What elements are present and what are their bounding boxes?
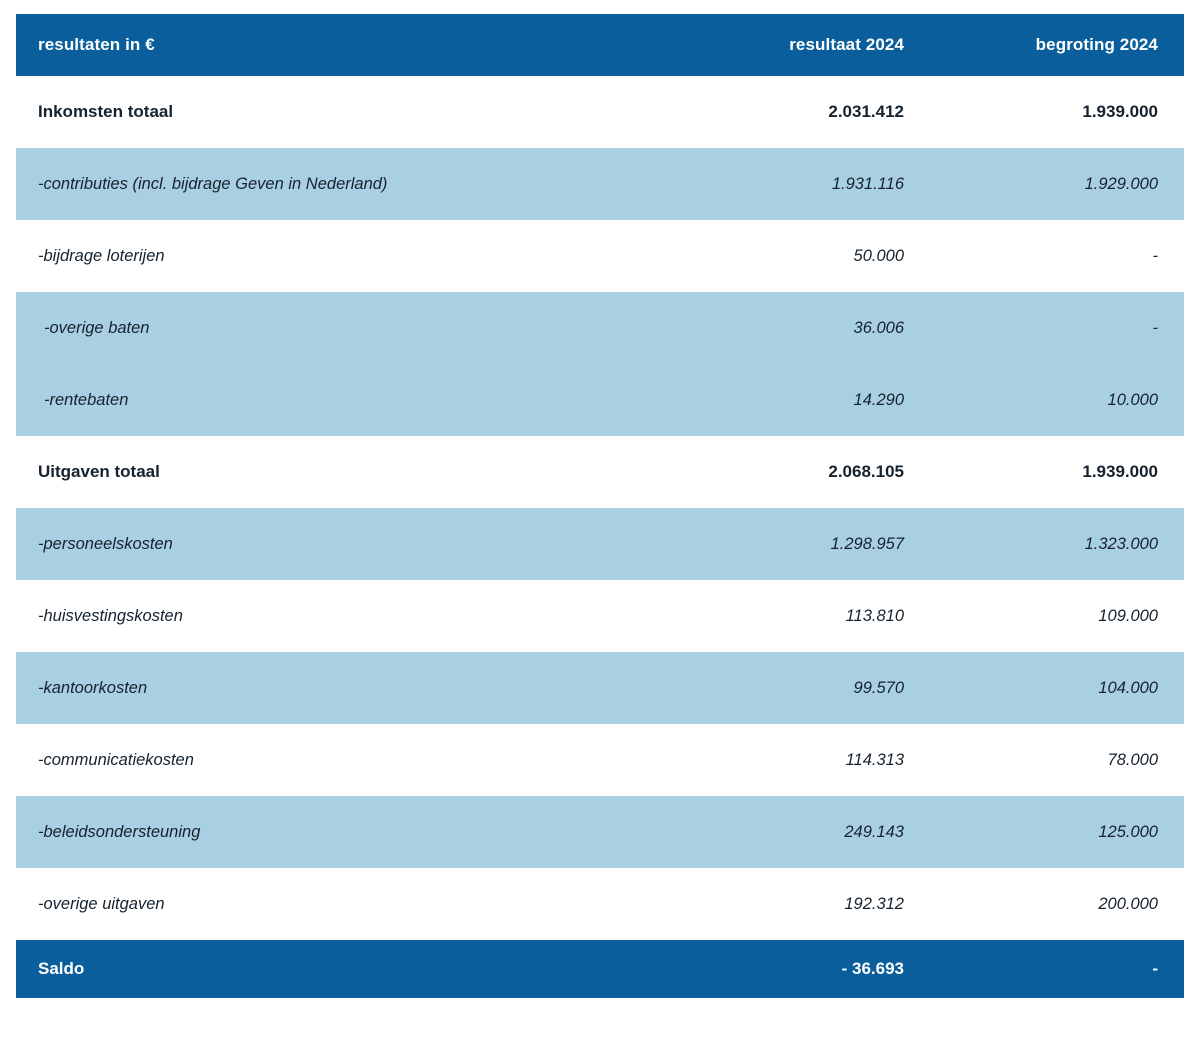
row-label: -personeelskosten — [16, 508, 676, 580]
row-result-2024: 14.290 — [676, 364, 930, 436]
row-result-2024: 99.570 — [676, 652, 930, 724]
table-row — [16, 292, 1184, 364]
row-label: -overige baten — [16, 292, 676, 364]
row-result-2024: 114.313 — [676, 724, 930, 796]
row-result-2024: 2.068.105 — [676, 436, 930, 508]
row-budget-2024: 125.000 — [930, 796, 1184, 868]
row-label: Inkomsten totaal — [16, 76, 676, 148]
header-label: resultaten in € — [16, 14, 676, 76]
table-row — [16, 364, 1184, 436]
financial-results-table — [16, 14, 1184, 998]
row-result-2024: 50.000 — [676, 220, 930, 292]
header-budget-2024: begroting 2024 — [930, 14, 1184, 76]
row-budget-2024: 1.939.000 — [930, 436, 1184, 508]
table-row — [16, 940, 1184, 998]
table-row — [16, 148, 1184, 220]
row-budget-2024: 1.939.000 — [930, 76, 1184, 148]
row-label: Uitgaven totaal — [16, 436, 676, 508]
row-label: -communicatiekosten — [16, 724, 676, 796]
row-label: -bijdrage loterijen — [16, 220, 676, 292]
table-row — [16, 220, 1184, 292]
row-result-2024: 36.006 — [676, 292, 930, 364]
row-result-2024: 1.931.116 — [676, 148, 930, 220]
row-budget-2024: 1.323.000 — [930, 508, 1184, 580]
row-result-2024: 1.298.957 — [676, 508, 930, 580]
row-result-2024: - 36.693 — [676, 940, 930, 998]
row-budget-2024: 78.000 — [930, 724, 1184, 796]
row-budget-2024: 104.000 — [930, 652, 1184, 724]
row-label: -contributies (incl. bijdrage Geven in Nederland) — [16, 148, 676, 220]
table-body — [16, 76, 1184, 998]
table-row — [16, 580, 1184, 652]
row-result-2024: 192.312 — [676, 868, 930, 940]
row-budget-2024: - — [930, 940, 1184, 998]
header-row — [16, 14, 1184, 76]
table-row — [16, 868, 1184, 940]
table-bottom-spacer — [16, 998, 1184, 1003]
row-label: Saldo — [16, 940, 676, 998]
table-row — [16, 508, 1184, 580]
row-label: -kantoorkosten — [16, 652, 676, 724]
table-row — [16, 436, 1184, 508]
row-budget-2024: - — [930, 292, 1184, 364]
row-label: -huisvestingskosten — [16, 580, 676, 652]
row-label: -overige uitgaven — [16, 868, 676, 940]
row-budget-2024: - — [930, 220, 1184, 292]
row-budget-2024: 200.000 — [930, 868, 1184, 940]
row-label: -beleidsondersteuning — [16, 796, 676, 868]
row-result-2024: 249.143 — [676, 796, 930, 868]
row-budget-2024: 1.929.000 — [930, 148, 1184, 220]
table-row — [16, 76, 1184, 148]
row-result-2024: 113.810 — [676, 580, 930, 652]
table-row — [16, 796, 1184, 868]
table-row — [16, 724, 1184, 796]
row-label: -rentebaten — [16, 364, 676, 436]
table-row — [16, 652, 1184, 724]
row-budget-2024: 10.000 — [930, 364, 1184, 436]
row-result-2024: 2.031.412 — [676, 76, 930, 148]
header-result-2024: resultaat 2024 — [676, 14, 930, 76]
table-header — [16, 14, 1184, 76]
row-budget-2024: 109.000 — [930, 580, 1184, 652]
